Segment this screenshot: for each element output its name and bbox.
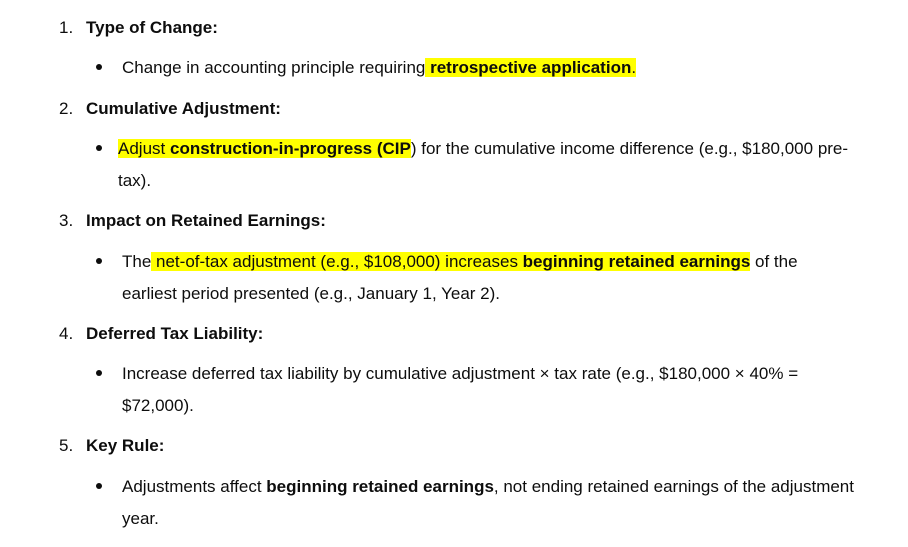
- highlight-bold-text: retrospective application: [430, 58, 632, 77]
- highlight-bold-text: construction-in-progress (CIP: [169, 139, 411, 158]
- list-number: 2.: [59, 99, 74, 118]
- bullet-dot: [96, 145, 102, 151]
- bullet-item: [96, 52, 856, 84]
- bullet-text: [122, 471, 856, 535]
- list-number: 3.: [59, 211, 74, 230]
- bullet-text-plain: The: [122, 252, 152, 271]
- bullet-text: Increase deferred tax liability by cumulative adjustment × tax rate (e.g., $180,000 × 40% = $72,000).: [122, 364, 799, 415]
- bullet-text: [122, 246, 856, 310]
- bullet-text-plain: , not ending retained earnings of the adjustment year.: [122, 477, 854, 528]
- bullet-text: [122, 52, 856, 84]
- list-item-deferred-tax: [59, 321, 263, 347]
- bullet-dot: [96, 258, 102, 264]
- bullet-text-plain: of the earliest period presented (e.g., January 1, Year 2).: [122, 252, 798, 303]
- list-item-title: Impact on Retained Earnings:: [86, 211, 326, 230]
- highlight-bold-text: beginning retained earnings: [522, 252, 751, 271]
- bullet-text-plain: Change in accounting principle requiring: [122, 58, 426, 77]
- list-item-title: Key Rule:: [86, 436, 165, 455]
- list-number: 5.: [59, 436, 74, 455]
- list-item-type-of-change: [59, 15, 218, 41]
- highlight-text: net-of-tax adjustment (e.g., $108,000) increases: [151, 252, 523, 271]
- list-item-title: Type of Change:: [86, 18, 218, 37]
- bullet-item: [96, 246, 856, 310]
- list-number: 4.: [59, 324, 74, 343]
- list-item-cumulative-adjustment: [59, 96, 281, 122]
- bullet-text: [118, 133, 856, 197]
- list-item-title: Cumulative Adjustment:: [86, 99, 281, 118]
- list-item-key-rule: [59, 433, 164, 459]
- list-item-retained-earnings: [59, 208, 326, 234]
- highlight-tail: .: [631, 58, 637, 77]
- bold-text: beginning retained earnings: [266, 477, 494, 496]
- bullet-item: [96, 471, 856, 535]
- bullet-item: [96, 133, 856, 197]
- highlight-text: Adjust: [118, 139, 170, 158]
- list-item-title: Deferred Tax Liability:: [86, 324, 264, 343]
- bullet-dot: [96, 483, 102, 489]
- bullet-item: [96, 358, 856, 422]
- list-number: 1.: [59, 18, 74, 37]
- bullet-dot: [96, 370, 102, 376]
- bullet-text-plain: ) for the cumulative income difference (e.g., $180,000 pre-tax).: [118, 139, 849, 190]
- bullet-dot: [96, 64, 102, 70]
- bullet-text-plain: Adjustments affect: [122, 477, 267, 496]
